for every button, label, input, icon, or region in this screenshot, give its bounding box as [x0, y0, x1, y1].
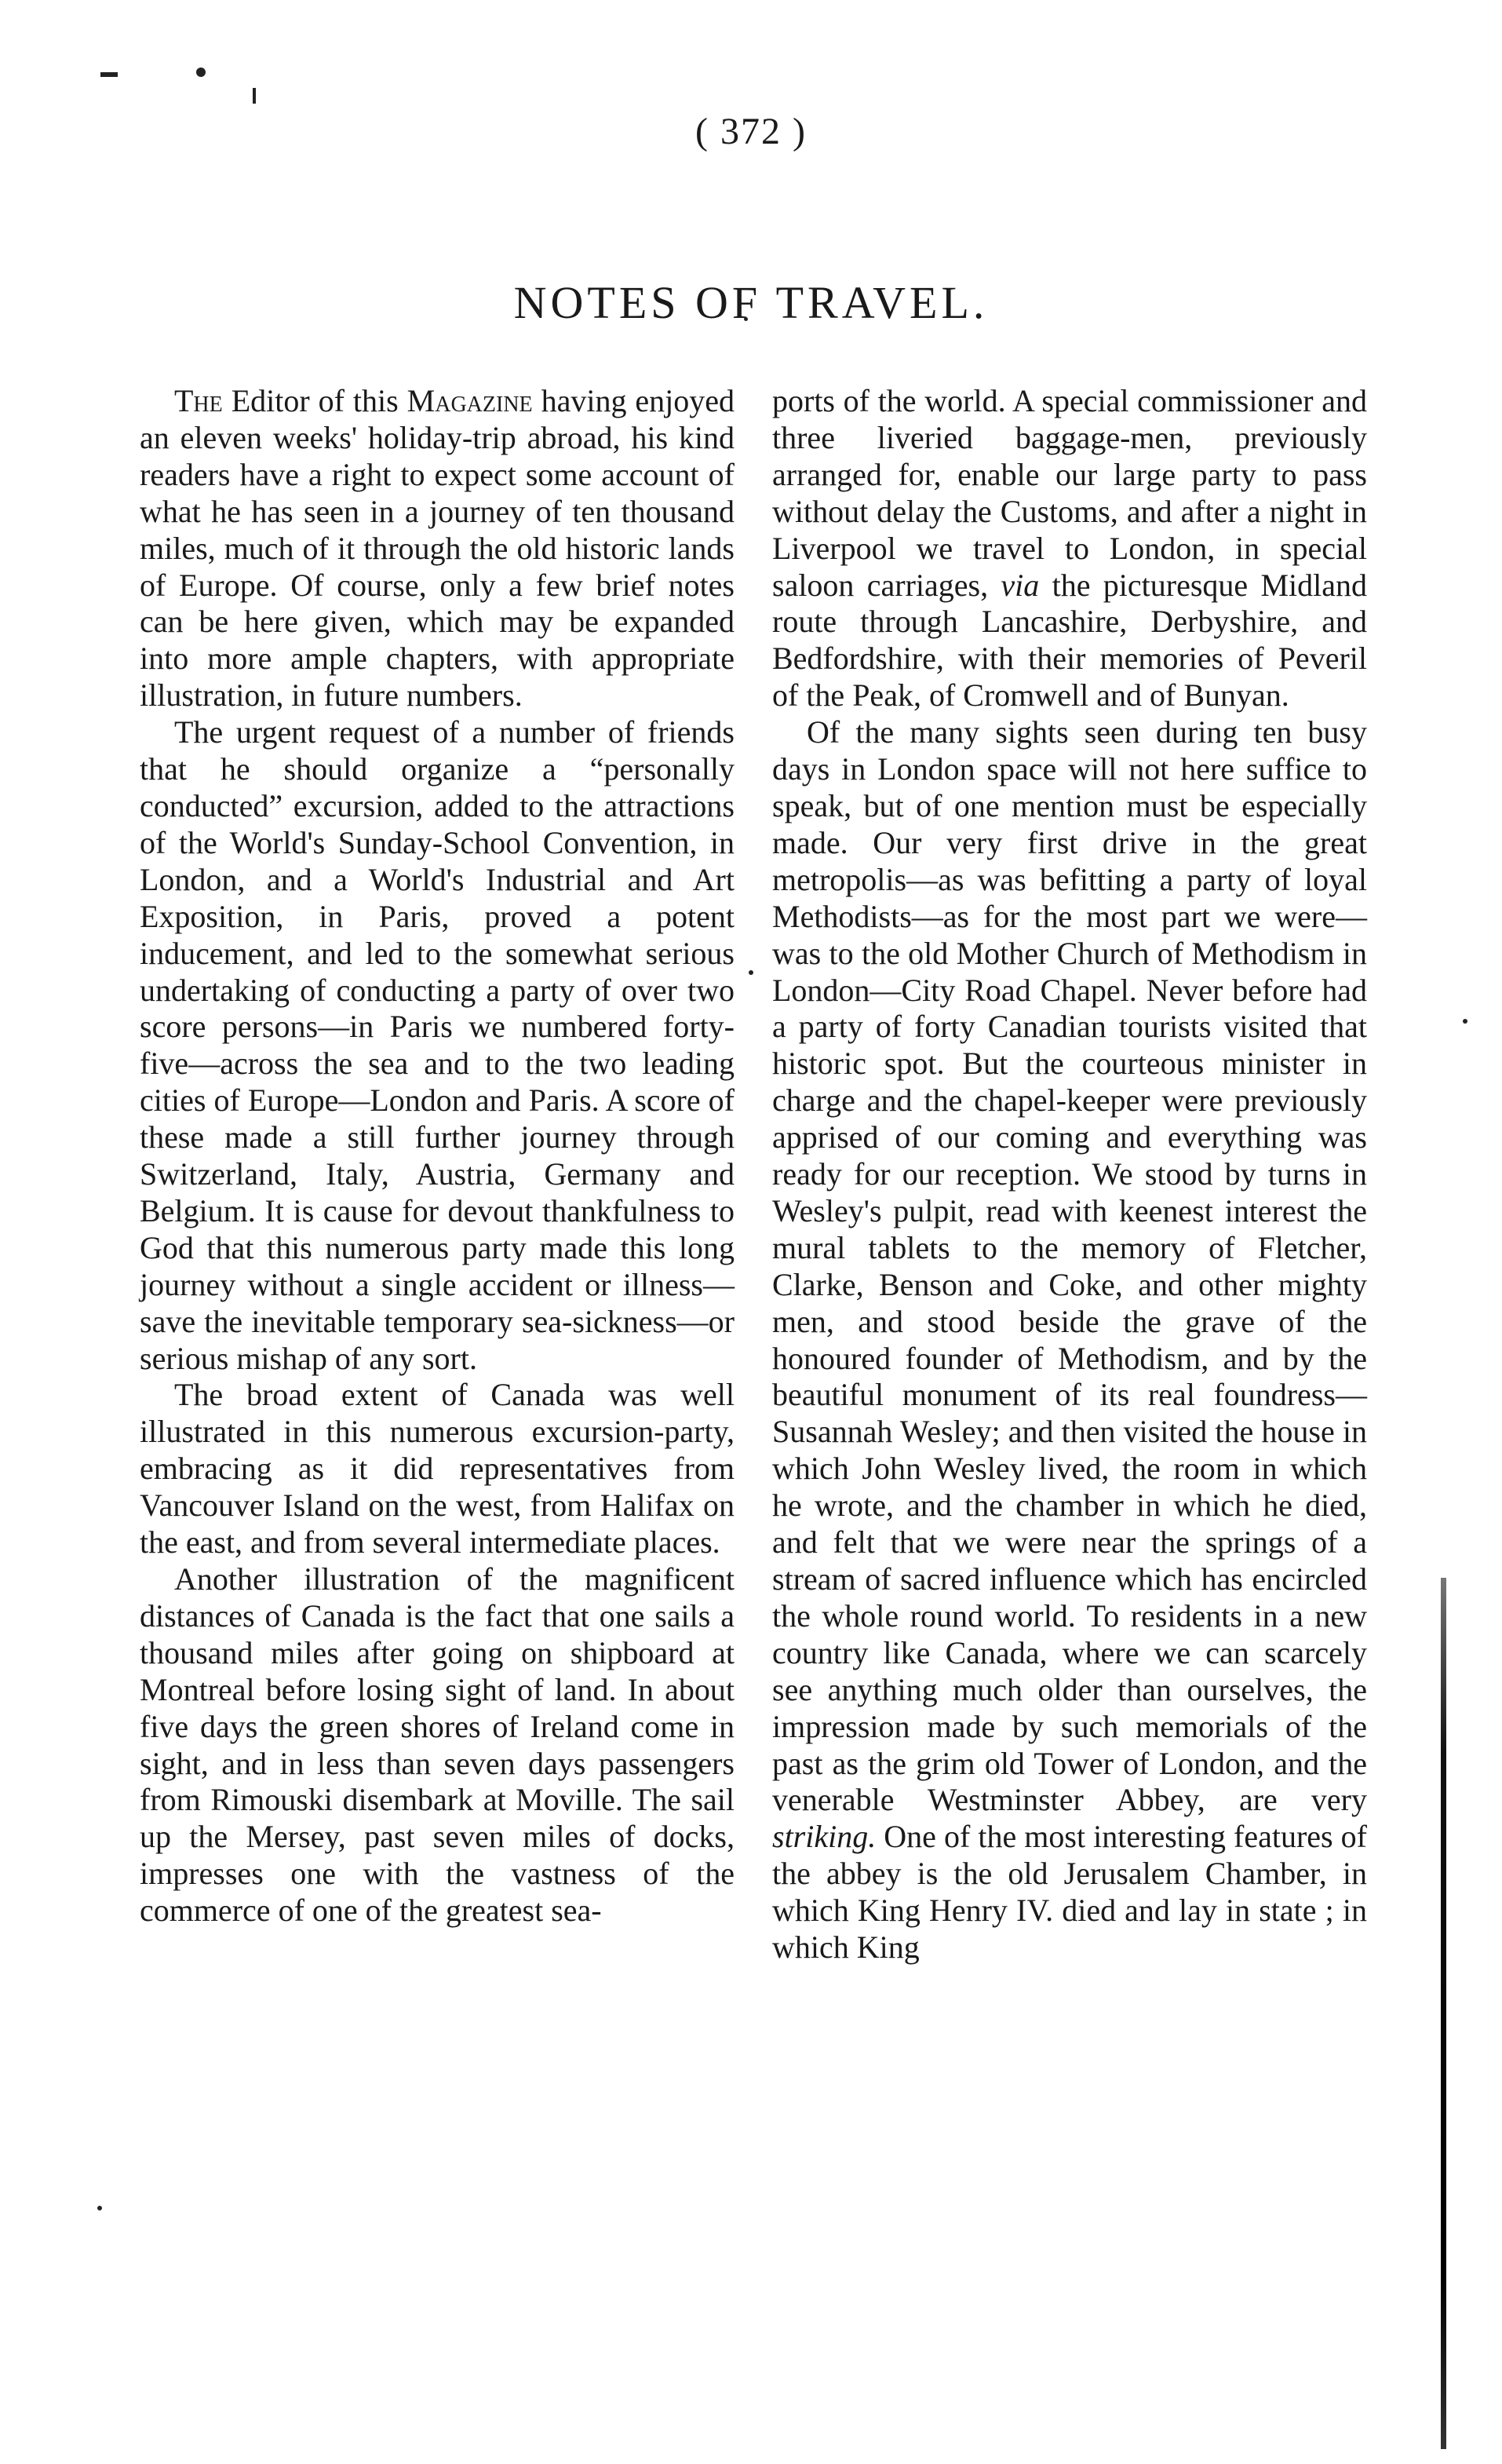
paragraph-continued-end: the picturesque Midland route through Lancashire, Derbyshire, and Bedfordshire, with their memories of Peveril of the Peak, of Cromwell and of Bunyan. [772, 567, 1368, 714]
paragraph-5 [772, 714, 1367, 1966]
scan-speck [1463, 1019, 1467, 1024]
scan-speck [253, 88, 256, 104]
lead-word: The [174, 383, 223, 418]
left-column [140, 383, 735, 1929]
scan-speck [196, 68, 206, 77]
scan-speck [749, 970, 753, 975]
paragraph-5-text: Of the many sights seen during ten busy days in London space will not here suffice to speak, but of one mention must be especially made. Our very first drive in the great metropolis—as was befitting a party of loyal Methodists—as for the most part we were—was to the old Mother Church of Methodism in London—City Road Chapel. Never before had a party of forty Canadian tourists visited that historic spot. But the courteous minister in charge and the chapel-keeper were previously apprised of our coming and everything was ready for our reception. We stood by turns in Wesley's pulpit, read with keenest interest the mural tablets to the memory of Fletcher, Clarke, Benson and Coke, and other mighty men, and stood beside the grave of the honoured founder of Methodism, and by the beautiful monument of its real foundress—Susannah Wesley; and then visited the house in which John Wesley lived, the room in which he wrote, and the chamber in which he died, and felt that we were near the springs of a stream of sacred influence which has encircled the whole round world. To residents in a new country like Canada, where we can scarcely see anything much older than ourselves, the impression made by such memorials of the past as the grim old Tower of London, and the venerable Westminster Abbey, are very [772, 714, 1367, 1818]
paragraph-continued [772, 383, 1367, 714]
scan-speck [100, 72, 118, 77]
scan-speck [97, 2206, 102, 2210]
paragraph-3: The broad extent of Canada was well illustrated in this numerous excursion-party, embracing as it did representatives from Vancouver Island on the west, from Halifax on the east, and from several intermediate places. [140, 1377, 735, 1561]
paragraph-1-start: Editor of this [231, 383, 399, 418]
italic-via: via [1001, 567, 1040, 603]
paragraph-continued-start: ports of the world. A special commissioner and three liveried baggage-men, previously arranged for, enable our large party to pass without delay the Customs, and after a night in Liverpool we travel to London, in special saloon carriages, [772, 383, 1367, 603]
paragraph-2: The urgent request of a number of friends that he should organize a “personally conducted” excursion, added to the attractions of the World's Sunday-School Convention, in London, and a World's Industrial and Art Exposition, in Paris, proved a potent inducement, and led to the somewhat serious undertaking of conducting a party of over two score persons—in Paris we numbered forty-five—across the sea and to the two leading cities of Europe—London and Paris. A score of these made a still further journey through Switzerland, Italy, Austria, Germany and Belgium. It is cause for devout thankfulness to God that this numerous party made this long journey without a single accident or illness—save the inevitable temporary sea-sickness—or serious mishap of any sort. [140, 714, 735, 1376]
paragraph-4: Another illustration of the magnificent distances of Canada is the fact that one sails a thousand miles after going on shipboard at Montreal before losing sight of land. In about five days the green shores of Ireland come in sight, and in less than seven days passengers from Rimouski disembark at Moville. The sail up the Mersey, past seven miles of docks, impresses one with the vastness of the commerce of one of the greatest sea- [140, 1561, 735, 1929]
paragraph-1 [140, 383, 735, 714]
page-number: ( 372 ) [695, 111, 807, 152]
article-title: NOTES OF TRAVEL. [513, 277, 989, 328]
magazine-word: Magazine [406, 383, 533, 418]
page-edge-shadow [1441, 1578, 1446, 2449]
paragraph-1-text: having enjoyed an eleven weeks' holiday-trip abroad, his kind readers have a right to expect some account of what he has seen in a journey of ten thousand miles, much of it through the old historic lands of Europe. Of course, only a few brief notes can be here given, which may be expanded into more ample chapters, with appropriate illustration, in future numbers. [140, 383, 735, 714]
italic-striking: striking. [772, 1819, 877, 1855]
paragraph-5-end: One of the most interesting features of the abbey is the old Jerusalem Chamber, in which King Henry IV. died and lay in state ; in which King [772, 1819, 1368, 1966]
right-column [772, 383, 1367, 1966]
